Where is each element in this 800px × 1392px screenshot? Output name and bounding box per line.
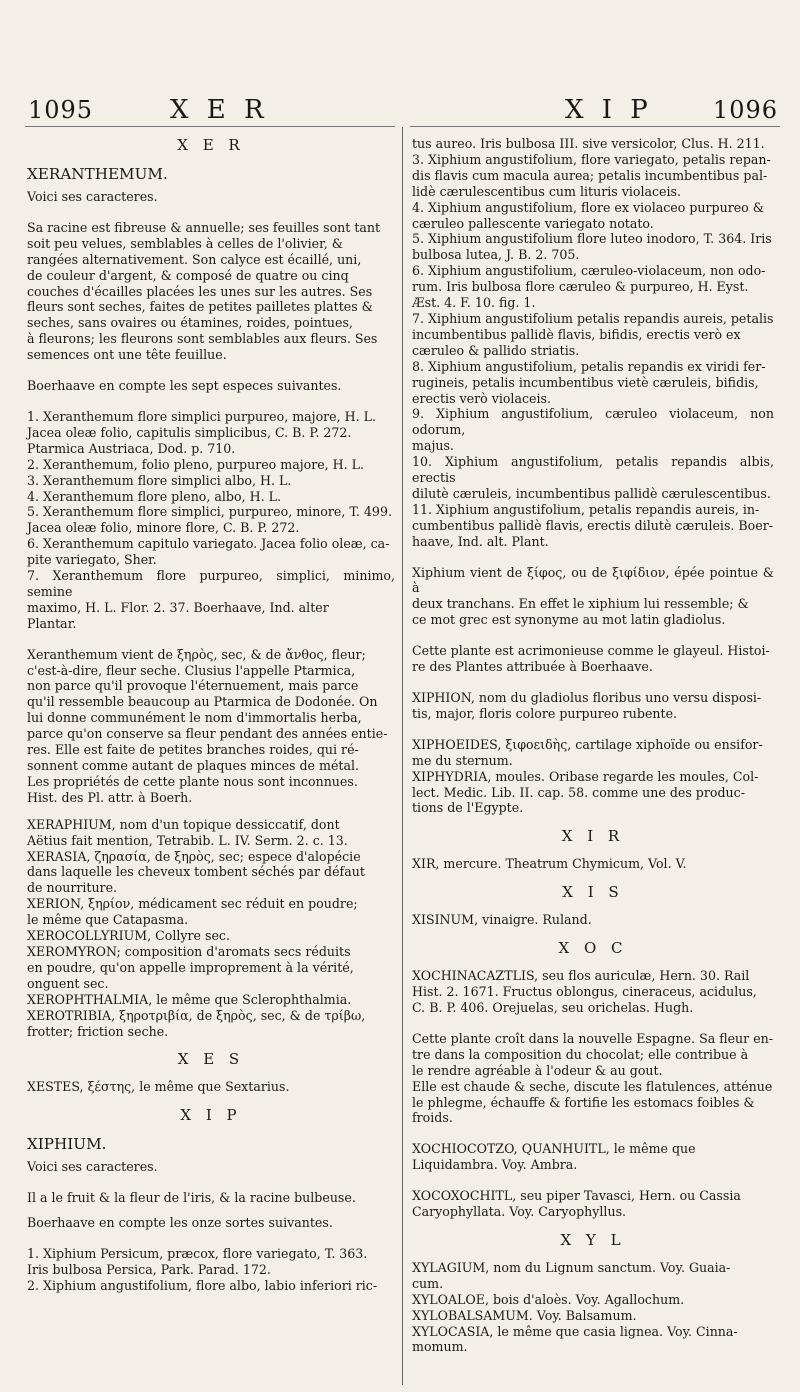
text-line: couches d'écailles placées les unes sur les autres. Ses xyxy=(27,283,373,299)
xiphium-species-list xyxy=(27,1246,395,1294)
entry-line: XOCHIOCOTZO, QUANHUITL, le même que xyxy=(412,1141,696,1157)
text-line: c'est-à-dire, fleur seche. Clusius l'appelle Ptarmica, xyxy=(27,662,356,678)
entry-line: momum. xyxy=(412,1339,468,1355)
text-line: ce mot grec est synonyme au mot latin gladiolus. xyxy=(412,612,726,628)
text-line: lui donne communément le nom d'immortalis herba, xyxy=(27,710,362,726)
list-item: 3. Xeranthemum flore simplici albo, H. L. xyxy=(27,472,292,488)
entry-line: Hist. 2. 1671. Fructus oblongus, cineraceus, acidulus, xyxy=(412,984,757,1000)
list-item: 3. Xiphium angustifolium, flore variegato, petalis repan- xyxy=(412,151,771,167)
section-heading-xes: X E S xyxy=(177,1050,245,1069)
entry-line: en poudre, qu'on appelle improprement à la vérité, xyxy=(27,959,354,975)
xera-entries xyxy=(27,817,395,1040)
list-item: haave, Ind. alt. Plant. xyxy=(412,533,549,549)
entry-xochinacaztlis xyxy=(412,968,774,1016)
text-line: à fleurons; les fleurons sont semblables aux fleurs. Ses xyxy=(27,331,378,347)
text-line: le rendre agréable à l'odeur & au gout. xyxy=(412,1062,663,1078)
section-heading-xyl: X Y L xyxy=(560,1230,626,1249)
xiphium-fruit: Il a le fruit & la fleur de l'iris, & la racine bulbeuse. xyxy=(27,1190,356,1206)
xochinacaztlis-description xyxy=(412,1031,774,1126)
text-line: Les propriétés de cette plante nous sont inconnues. xyxy=(27,773,358,789)
header-rule-right xyxy=(410,126,780,127)
entry-title-xiphium: XIPHIUM. xyxy=(27,1135,107,1154)
text-line: Sa racine est fibreuse & annuelle; ses feuilles sont tant xyxy=(27,219,381,235)
right-page-number: 1096 xyxy=(712,96,778,124)
entry-line: de nourriture. xyxy=(27,880,118,896)
list-item: 1. Xeranthemum flore simplici purpureo, majore, H. L. xyxy=(27,408,376,424)
section-heading-xir: X I R xyxy=(561,827,625,846)
list-item: 8. Xiphium angustifolium, petalis repandis ex viridi fer- xyxy=(412,358,766,374)
boerhaave-eleven-sorts: Boerhaave en compte les onze sortes suivantes. xyxy=(27,1215,333,1231)
text-line: Xeranthemum vient de ξηρὸς, sec, & de ἄνθος, fleur; xyxy=(27,646,366,662)
boerhaave-seven-species: Boerhaave en compte les sept especes suivantes. xyxy=(27,378,342,394)
text-line: qu'il ressemble beaucoup au Ptarmica de Dodonée. On xyxy=(27,694,378,710)
list-item: pite variegato, Sher. xyxy=(27,552,157,568)
list-item: Æst. 4. F. 10. fig. 1. xyxy=(412,295,536,311)
entry-line: XYLAGIUM, nom du Lignum sanctum. Voy. Guaia- xyxy=(412,1259,731,1275)
list-item: Jacea oleæ folio, minore flore, C. B. P. 272. xyxy=(27,520,300,536)
text-line: re des Plantes attribuée à Boerhaave. xyxy=(412,659,653,675)
list-item: 1. Xiphium Persicum, præcox, flore variegato, T. 363. xyxy=(27,1246,368,1262)
caracteres-line: Voici ses caracteres. xyxy=(27,189,158,204)
list-item: 2. Xiphium angustifolium, flore albo, labio inferiori ric- xyxy=(27,1277,378,1293)
text-line: semences ont une tête feuillue. xyxy=(27,347,227,363)
list-item: cæruleo & pallido striatis. xyxy=(412,342,580,358)
list-item: 7. Xeranthemum flore purpureo, simplici, minimo, semine xyxy=(27,568,395,599)
text-line: de couleur d'argent, & composé de quatre ou cinq xyxy=(27,267,349,283)
text-line: rangées alternativement. Son calyce est écaillé, uni, xyxy=(27,251,362,267)
xeranthemum-description xyxy=(27,220,395,363)
right-column xyxy=(412,136,774,1355)
list-item: 7. Xiphium angustifolium petalis repandis aureis, petalis xyxy=(412,310,774,326)
entry-line: XYLOALOE, bois d'aloès. Voy. Agallochum. xyxy=(412,1291,685,1307)
text-line: res. Elle est faite de petites branches roides, qui ré- xyxy=(27,742,359,758)
list-item: majus. xyxy=(412,438,454,454)
entry-line: XERION, ξηρίον, médicament sec réduit en poudre; xyxy=(27,896,358,912)
entry-line: XEROPHTHALMIA, le même que Sclerophthalmia. xyxy=(27,991,352,1007)
entry-line: Caryophyllata. Voy. Caryophyllus. xyxy=(412,1204,627,1220)
text-line: soit peu velues, semblables à celles de l'olivier, & xyxy=(27,235,343,251)
xiphium-etymology xyxy=(412,565,774,629)
list-item: cumbentibus pallidè flavis, erectis dilutè cæruleis. Boer- xyxy=(412,517,773,533)
entry-line: me du sternum. xyxy=(412,752,513,768)
entries-xiphoeides-xiphydria xyxy=(412,737,774,817)
left-column xyxy=(27,136,395,1294)
entry-xestes: XESTES, ξέστης, le même que Sextarius. xyxy=(27,1079,290,1095)
list-item: dis flavis cum macula aurea; petalis incumbentibus pal- xyxy=(412,167,768,183)
list-item: 11. Xiphium angustifolium, petalis repandis aureis, in- xyxy=(412,501,760,517)
entry-xisinum: XISINUM, vinaigre. Ruland. xyxy=(412,912,592,928)
text-line: tre dans la composition du chocolat; elle contribue à xyxy=(412,1046,749,1062)
entry-line: le même que Catapasma. xyxy=(27,912,189,928)
list-item: Jacea oleæ folio, capitulis simplicibus, C. B. P. 272. xyxy=(27,424,352,440)
list-item: cæruleo pallescente variegato notato. xyxy=(412,215,654,231)
xiphium-acrimony xyxy=(412,643,774,675)
list-item: 4. Xeranthemum flore pleno, albo, H. L. xyxy=(27,488,281,504)
section-heading-xip: X I P xyxy=(180,1106,242,1125)
list-item: 2. Xeranthemum, folio pleno, purpureo majore, H. L. xyxy=(27,456,365,472)
text-line: fleurs sont seches, faites de petites pailletes plattes & xyxy=(27,299,373,315)
list-item: Plantar. xyxy=(27,615,77,631)
entry-line: lect. Medic. Lib. II. cap. 58. comme une des produc- xyxy=(412,784,745,800)
list-item: 10. Xiphium angustifolium, petalis repandis albis, erectis xyxy=(412,454,774,486)
list-item: tus aureo. Iris bulbosa III. sive versicolor, Clus. H. 211. xyxy=(412,136,765,151)
entry-line: XIPHION, nom du gladiolus floribus uno versu disposi- xyxy=(412,690,762,705)
entry-line: XIPHYDRIA, moules. Oribase regarde les moules, Col- xyxy=(412,768,759,784)
caracteres-line-2: Voici ses caracteres. xyxy=(27,1159,158,1175)
header-rule-left xyxy=(25,126,395,127)
entry-line: XEROTRIBIA, ξηροτριβία, de ξηρὸς, sec, & de τρίβω, xyxy=(27,1007,366,1023)
entry-line: dans laquelle les cheveux tombent séchés par défaut xyxy=(27,864,365,880)
list-item: 6. Xiphium angustifolium, cæruleo-violaceum, non odo- xyxy=(412,263,766,279)
entry-line: XOCHINACAZTLIS, seu flos auriculæ, Hern. 30. Rail xyxy=(412,968,750,984)
text-line: deux tranchans. En effet le xiphium lui ressemble; & xyxy=(412,596,749,612)
list-item: dilutè cæruleis, incumbentibus pallidè cærulescentibus. xyxy=(412,485,771,501)
text-line: sonnent comme autant de plaques minces de métal. xyxy=(27,758,360,773)
text-line: seches, sans ovaires ou étamines, roides, pointues, xyxy=(27,315,353,331)
entry-line: Aëtius fait mention, Tetrabib. L. IV. Serm. 2. c. 13. xyxy=(27,832,348,848)
list-item: Ptarmica Austriaca, Dod. p. 710. xyxy=(27,440,236,456)
column-divider xyxy=(402,127,403,1385)
list-item: 6. Xeranthemum capitulo variegato. Jacea folio oleæ, ca- xyxy=(27,536,390,552)
xeranthemum-etymology xyxy=(27,647,395,806)
entry-title-xeranthemum: XERANTHEMUM. xyxy=(27,165,168,183)
section-heading-xis: X I S xyxy=(562,883,624,902)
text-line: Cette plante est acrimonieuse comme le glayeul. Histoi- xyxy=(412,643,770,659)
left-page-number: 1095 xyxy=(28,96,94,124)
entry-line: XOCOXOCHITL, seu piper Tavasci, Hern. ou Cassia xyxy=(412,1188,741,1204)
entry-line: Liquidambra. Voy. Ambra. xyxy=(412,1157,578,1173)
entry-line: frotter; friction seche. xyxy=(27,1023,169,1039)
entry-line: XYLOCASIA, le même que casia lignea. Voy. Cinna- xyxy=(412,1323,738,1339)
list-item: bulbosa lutea, J. B. 2. 705. xyxy=(412,247,580,263)
right-running-head: X I P xyxy=(565,95,653,125)
entry-xocoxochitl xyxy=(412,1188,774,1220)
list-item: 5. Xeranthemum flore simplici, purpureo, minore, T. 499. xyxy=(27,504,392,520)
text-line: froids. xyxy=(412,1110,453,1126)
list-item: incumbentibus pallidè flavis, bifidis, erectis verò ex xyxy=(412,326,741,342)
section-heading-xoc: X O C xyxy=(558,939,628,958)
list-item: 9. Xiphium angustifolium, cæruleo violaceum, non odorum, xyxy=(412,406,774,438)
list-item: Iris bulbosa Persica, Park. Parad. 172. xyxy=(27,1261,271,1277)
xiphium-species-continued xyxy=(412,136,774,550)
list-item: 5. Xiphium angustifolium flore luteo inodoro, T. 364. Iris xyxy=(412,231,772,247)
entry-line: XEROCOLLYRIUM, Collyre sec. xyxy=(27,928,230,944)
entry-line: cum. xyxy=(412,1275,444,1291)
entry-line: C. B. P. 406. Orejuelas, seu orichelas. Hugh. xyxy=(412,999,694,1015)
text-line: parce qu'on conserve sa fleur pendant des années entie- xyxy=(27,726,388,742)
entry-xir: XIR, mercure. Theatrum Chymicum, Vol. V. xyxy=(412,856,687,872)
entry-xochiocotzo xyxy=(412,1141,774,1173)
entry-line: tis, major, floris colore purpureo rubente. xyxy=(412,705,678,721)
section-heading-xer: X E R xyxy=(177,136,245,154)
text-line: Xiphium vient de ξίφος, ou de ξιφίδιον, épée pointue & à xyxy=(412,564,774,596)
list-item: erectis verò violaceis. xyxy=(412,390,551,406)
left-running-head: X E R xyxy=(170,95,269,125)
list-item: maximo, H. L. Flor. 2. 37. Boerhaave, Ind. alter xyxy=(27,599,329,615)
entry-line: XEROMYRON; composition d'aromats secs réduits xyxy=(27,943,351,959)
entry-line: XERASIA, ζηρασία, de ξηρὸς, sec; espece d'alopécie xyxy=(27,848,361,864)
list-item: rum. Iris bulbosa flore cæruleo & purpureo, H. Eyst. xyxy=(412,279,749,295)
text-line: non parce qu'il provoque l'éternuement, mais parce xyxy=(27,678,359,694)
entry-line: onguent sec. xyxy=(27,975,109,991)
text-line: le phlegme, échauffe & fortifie les estomacs foibles & xyxy=(412,1094,755,1110)
entry-line: tions de l'Egypte. xyxy=(412,800,524,816)
text-line: Elle est chaude & seche, discute les flatulences, atténue xyxy=(412,1078,773,1094)
entry-xiphion xyxy=(412,690,774,722)
list-item: 4. Xiphium angustifolium, flore ex violaceo purpureo & xyxy=(412,199,764,215)
entry-line: XERAPHIUM, nom d'un topique dessiccatif, dont xyxy=(27,816,340,832)
list-item: rugineis, petalis incumbentibus vietè cæruleis, bifidis, xyxy=(412,374,759,390)
entry-line: XYLOBALSAMUM. Voy. Balsamum. xyxy=(412,1307,637,1323)
xeranthemum-species-list xyxy=(27,409,395,632)
entry-line: XIPHOEIDES, ξιφοειδὴς, cartilage xiphoïde ou ensifor- xyxy=(412,736,763,752)
text-line: Cette plante croît dans la nouvelle Espagne. Sa fleur en- xyxy=(412,1030,774,1046)
xyl-entries xyxy=(412,1260,774,1355)
text-line: Hist. des Pl. attr. à Boerh. xyxy=(27,789,193,805)
list-item: lidè cærulescentibus cum lituris violaceis. xyxy=(412,183,681,199)
